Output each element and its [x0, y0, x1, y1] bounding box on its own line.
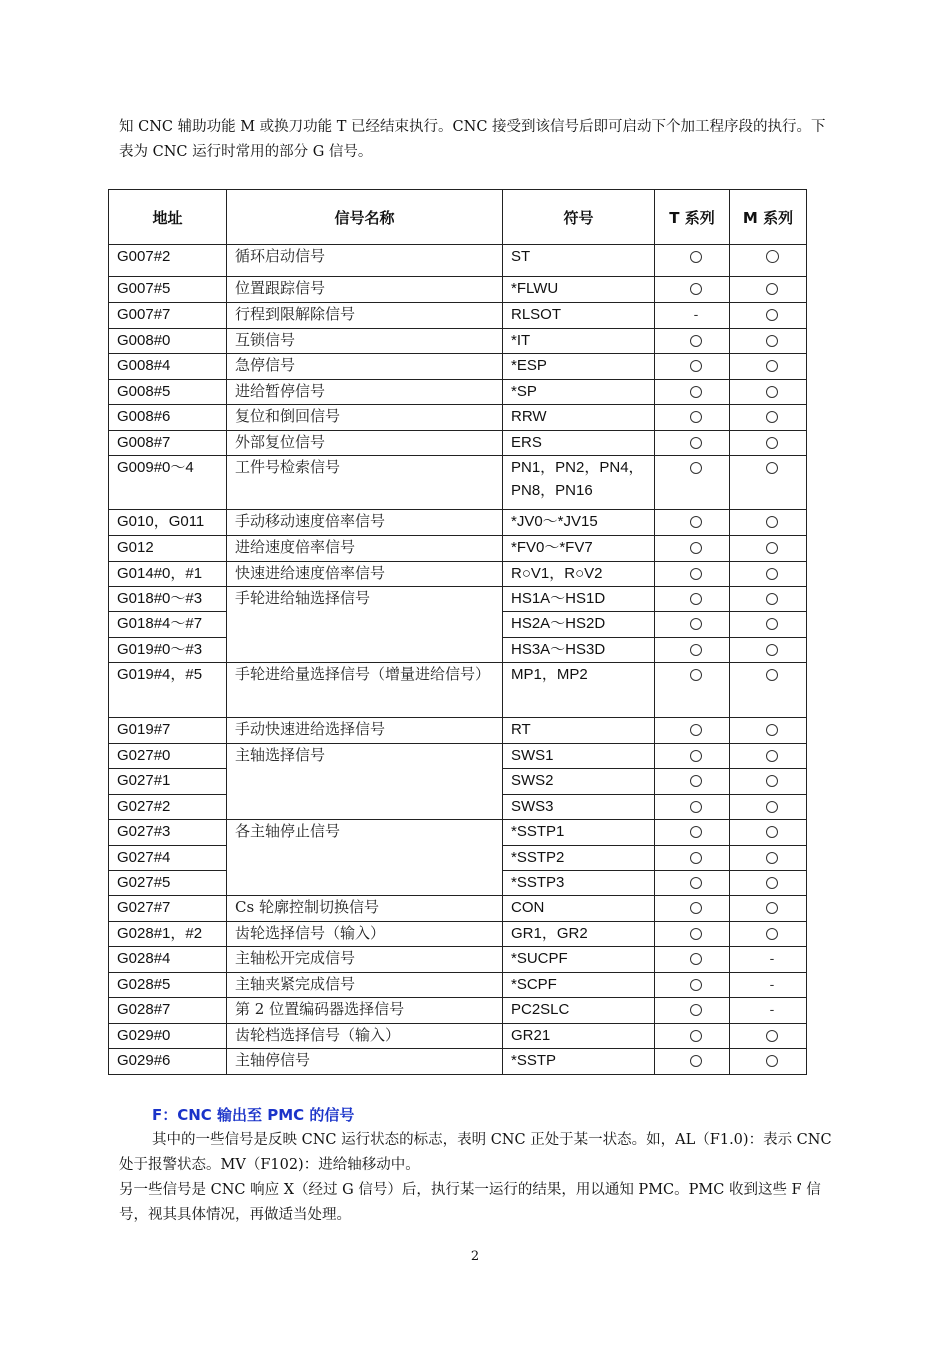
symbol-cell: *FLWU — [503, 277, 655, 303]
m-series-cell — [730, 587, 807, 612]
m-series-cell — [730, 303, 807, 329]
m-series-cell — [730, 405, 807, 431]
symbol-cell: *SSTP3 — [503, 871, 655, 896]
table-row — [109, 820, 807, 846]
intro-paragraph: 知 CNC 辅助功能 M 或换刀功能 T 已经结束执行。CNC 接受到该信号后即可启动下个加工程序段的执行。下表为 CNC 运行时常用的部分 G 信号。 — [119, 119, 826, 160]
t-series-cell — [655, 1049, 730, 1075]
supported-circle-icon — [690, 1030, 702, 1042]
symbol-cell: RLSOT — [503, 303, 655, 329]
table-row — [109, 277, 807, 303]
supported-circle-icon — [766, 1030, 778, 1042]
symbol-cell: RRW — [503, 405, 655, 431]
symbol-cell: HS2A～HS2D — [503, 612, 655, 638]
supported-circle-icon — [690, 775, 702, 787]
supported-circle-icon — [766, 877, 778, 889]
supported-circle-icon — [766, 852, 778, 864]
m-series-cell — [730, 456, 807, 510]
supported-circle-icon — [690, 669, 702, 681]
signal-name-cell: 位置跟踪信号 — [227, 277, 503, 303]
t-series-cell — [655, 456, 730, 510]
signal-name-cell: 手轮进给量选择信号（增量进给信号） — [227, 663, 503, 718]
supported-circle-icon — [766, 902, 778, 914]
address-cell: G028#4 — [109, 947, 227, 973]
address-cell: G027#2 — [109, 795, 227, 820]
supported-circle-icon — [766, 775, 778, 787]
table-row — [109, 663, 807, 718]
address-cell: G019#4，#5 — [109, 663, 227, 718]
supported-circle-icon — [690, 1055, 702, 1067]
supported-circle-icon — [766, 750, 778, 762]
m-series-cell — [730, 329, 807, 354]
header-address: 地址 — [109, 190, 227, 245]
m-series-cell — [730, 769, 807, 795]
signal-name-cell: 主轴选择信号 — [227, 744, 503, 820]
table-row — [109, 947, 807, 973]
signal-name-cell: 手动移动速度倍率信号 — [227, 510, 503, 536]
t-series-cell — [655, 245, 730, 277]
t-series-cell — [655, 896, 730, 922]
table-row — [109, 998, 807, 1024]
supported-circle-icon — [766, 568, 778, 580]
address-cell: G019#7 — [109, 718, 227, 744]
signal-name-cell: 齿轮档选择信号（输入） — [227, 1024, 503, 1049]
symbol-cell: *SSTP — [503, 1049, 655, 1075]
not-supported-mark: - — [769, 978, 775, 993]
address-cell: G008#7 — [109, 431, 227, 456]
address-cell: G028#7 — [109, 998, 227, 1024]
supported-circle-icon — [690, 335, 702, 347]
signal-name-cell: 急停信号 — [227, 354, 503, 380]
t-series-cell — [655, 795, 730, 820]
signal-name-cell: 手轮进给轴选择信号 — [227, 587, 503, 663]
symbol-cell: *IT — [503, 329, 655, 354]
supported-circle-icon — [690, 618, 702, 630]
address-cell: G018#0～#3 — [109, 587, 227, 612]
supported-circle-icon — [690, 801, 702, 813]
supported-circle-icon — [690, 826, 702, 838]
t-series-cell — [655, 718, 730, 744]
symbol-cell: R○V1，R○V2 — [503, 562, 655, 587]
supported-circle-icon — [690, 542, 702, 554]
symbol-cell: SWS3 — [503, 795, 655, 820]
m-series-cell — [730, 277, 807, 303]
symbol-cell: *SSTP2 — [503, 846, 655, 871]
m-series-cell — [730, 510, 807, 536]
table-row — [109, 1049, 807, 1075]
t-series-cell — [655, 973, 730, 998]
symbol-cell: ERS — [503, 431, 655, 456]
address-cell: G009#0～4 — [109, 456, 227, 510]
t-series-cell — [655, 277, 730, 303]
symbol-cell: PN1，PN2，PN4，PN8，PN16 — [503, 456, 655, 510]
symbol-cell: *SP — [503, 380, 655, 405]
signal-name-cell: 进给暂停信号 — [227, 380, 503, 405]
table-row — [109, 562, 807, 587]
supported-circle-icon — [690, 283, 702, 295]
supported-circle-icon — [690, 462, 702, 474]
t-series-cell — [655, 846, 730, 871]
address-cell: G007#7 — [109, 303, 227, 329]
signal-name-cell: Cs 轮廓控制切换信号 — [227, 896, 503, 922]
section-f-paragraph-2: 另一些信号是 CNC 响应 X（经过 G 信号）后，执行某一运行的结果，用以通知 PMC。PMC 收到这些 F 信号，视其具体情况，再做适当处理。 — [119, 1182, 821, 1223]
address-cell: G007#5 — [109, 277, 227, 303]
t-series-cell — [655, 303, 730, 329]
supported-circle-icon — [766, 462, 778, 474]
address-cell: G029#0 — [109, 1024, 227, 1049]
m-series-cell — [730, 1049, 807, 1075]
t-series-cell — [655, 431, 730, 456]
supported-circle-icon — [690, 251, 702, 263]
signal-name-cell: 快速进给速度倍率信号 — [227, 562, 503, 587]
symbol-cell: *SCPF — [503, 973, 655, 998]
t-series-cell — [655, 587, 730, 612]
supported-circle-icon — [766, 801, 778, 813]
symbol-cell: ST — [503, 245, 655, 277]
supported-circle-icon — [690, 724, 702, 736]
supported-circle-icon — [766, 724, 778, 736]
symbol-cell: PC2SLC — [503, 998, 655, 1024]
address-cell: G014#0，#1 — [109, 562, 227, 587]
supported-circle-icon — [766, 360, 778, 372]
t-series-cell — [655, 405, 730, 431]
table-row — [109, 380, 807, 405]
symbol-cell: *ESP — [503, 354, 655, 380]
t-series-cell — [655, 1024, 730, 1049]
address-cell: G018#4～#7 — [109, 612, 227, 638]
header-t-series: T 系列 — [655, 190, 730, 245]
page-number: 2 — [470, 1249, 480, 1264]
address-cell: G027#4 — [109, 846, 227, 871]
m-series-cell — [730, 896, 807, 922]
g-signal-table — [108, 189, 807, 1075]
supported-circle-icon — [690, 852, 702, 864]
t-series-cell — [655, 354, 730, 380]
symbol-cell: SWS2 — [503, 769, 655, 795]
symbol-cell: *SSTP1 — [503, 820, 655, 846]
supported-circle-icon — [766, 283, 778, 295]
table-row — [109, 245, 807, 277]
table-row — [109, 973, 807, 998]
supported-circle-icon — [690, 928, 702, 940]
supported-circle-icon — [766, 309, 778, 321]
m-series-cell — [730, 820, 807, 846]
address-cell: G008#5 — [109, 380, 227, 405]
table-row — [109, 896, 807, 922]
header-signal-name: 信号名称 — [227, 190, 503, 245]
address-cell: G008#4 — [109, 354, 227, 380]
supported-circle-icon — [690, 644, 702, 656]
supported-circle-icon — [690, 1004, 702, 1016]
supported-circle-icon — [690, 411, 702, 423]
symbol-cell: GR1，GR2 — [503, 922, 655, 947]
symbol-cell: MP1，MP2 — [503, 663, 655, 718]
symbol-cell: *FV0～*FV7 — [503, 536, 655, 562]
t-series-cell — [655, 998, 730, 1024]
signal-name-cell: 手动快速进给选择信号 — [227, 718, 503, 744]
table-row — [109, 587, 807, 612]
signal-name-cell: 主轴夹紧完成信号 — [227, 973, 503, 998]
m-series-cell — [730, 973, 807, 998]
t-series-cell — [655, 380, 730, 405]
t-series-cell — [655, 769, 730, 795]
t-series-cell — [655, 536, 730, 562]
table-row — [109, 354, 807, 380]
table-row — [109, 922, 807, 947]
signal-name-cell: 互锁信号 — [227, 329, 503, 354]
table-row — [109, 329, 807, 354]
m-series-cell — [730, 536, 807, 562]
t-series-cell — [655, 871, 730, 896]
supported-circle-icon — [766, 826, 778, 838]
table-row — [109, 536, 807, 562]
supported-circle-icon — [766, 411, 778, 423]
table-row — [109, 718, 807, 744]
supported-circle-icon — [690, 979, 702, 991]
signal-name-cell: 主轴停信号 — [227, 1049, 503, 1075]
symbol-cell: SWS1 — [503, 744, 655, 769]
t-series-cell — [655, 922, 730, 947]
m-series-cell — [730, 380, 807, 405]
address-cell: G027#3 — [109, 820, 227, 846]
supported-circle-icon — [766, 335, 778, 347]
section-f-heading: F：CNC 输出至 PMC 的信号 — [152, 1106, 355, 1124]
supported-circle-icon — [766, 593, 778, 605]
signal-name-cell: 各主轴停止信号 — [227, 820, 503, 896]
address-cell: G029#6 — [109, 1049, 227, 1075]
m-series-cell — [730, 795, 807, 820]
m-series-cell — [730, 744, 807, 769]
address-cell: G007#2 — [109, 245, 227, 277]
t-series-cell — [655, 663, 730, 718]
supported-circle-icon — [690, 902, 702, 914]
t-series-cell — [655, 638, 730, 663]
supported-circle-icon — [766, 542, 778, 554]
table-header-row — [109, 190, 807, 245]
address-cell: G019#0～#3 — [109, 638, 227, 663]
address-cell: G008#0 — [109, 329, 227, 354]
address-cell: G028#1，#2 — [109, 922, 227, 947]
signal-name-cell: 工件号检索信号 — [227, 456, 503, 510]
supported-circle-icon — [690, 516, 702, 528]
supported-circle-icon — [690, 593, 702, 605]
t-series-cell — [655, 947, 730, 973]
address-cell: G027#0 — [109, 744, 227, 769]
m-series-cell — [730, 871, 807, 896]
table-row — [109, 1024, 807, 1049]
table-row — [109, 510, 807, 536]
signal-name-cell: 进给速度倍率信号 — [227, 536, 503, 562]
address-cell: G027#7 — [109, 896, 227, 922]
address-cell: G008#6 — [109, 405, 227, 431]
m-series-cell — [730, 245, 807, 277]
m-series-cell — [730, 1024, 807, 1049]
t-series-cell — [655, 562, 730, 587]
m-series-cell — [730, 998, 807, 1024]
supported-circle-icon — [766, 618, 778, 630]
m-series-cell — [730, 718, 807, 744]
signal-name-cell: 齿轮选择信号（输入） — [227, 922, 503, 947]
t-series-cell — [655, 510, 730, 536]
section-f-paragraph-1: 其中的一些信号是反映 CNC 运行状态的标志，表明 CNC 正处于某一状态。如，AL（F1.0)：表示 CNC 处于报警状态。MV（F102)：进给轴移动中。 — [119, 1132, 832, 1173]
m-series-cell — [730, 638, 807, 663]
supported-circle-icon — [766, 928, 778, 940]
m-series-cell — [730, 922, 807, 947]
table-row — [109, 744, 807, 769]
symbol-cell: *JV0～*JV15 — [503, 510, 655, 536]
header-symbol: 符号 — [503, 190, 655, 245]
symbol-cell: *SUCPF — [503, 947, 655, 973]
supported-circle-icon — [690, 953, 702, 965]
signal-name-cell: 行程到限解除信号 — [227, 303, 503, 329]
supported-circle-icon — [766, 386, 778, 398]
supported-circle-icon — [690, 568, 702, 580]
address-cell: G027#5 — [109, 871, 227, 896]
m-series-cell — [730, 947, 807, 973]
m-series-cell — [730, 354, 807, 380]
table-row — [109, 456, 807, 510]
signal-name-cell: 外部复位信号 — [227, 431, 503, 456]
header-m-series: M 系列 — [730, 190, 807, 245]
m-series-cell — [730, 663, 807, 718]
supported-circle-icon — [690, 386, 702, 398]
supported-circle-icon — [766, 1055, 778, 1067]
symbol-cell: CON — [503, 896, 655, 922]
t-series-cell — [655, 820, 730, 846]
t-series-cell — [655, 744, 730, 769]
supported-circle-icon — [766, 437, 778, 449]
symbol-cell: HS3A～HS3D — [503, 638, 655, 663]
supported-circle-icon — [766, 516, 778, 528]
supported-circle-icon — [690, 437, 702, 449]
address-cell: G012 — [109, 536, 227, 562]
supported-circle-icon — [690, 750, 702, 762]
symbol-cell: HS1A～HS1D — [503, 587, 655, 612]
supported-circle-icon — [766, 250, 779, 263]
supported-circle-icon — [766, 644, 778, 656]
signal-name-cell: 主轴松开完成信号 — [227, 947, 503, 973]
signal-name-cell: 循环启动信号 — [227, 245, 503, 277]
m-series-cell — [730, 431, 807, 456]
not-supported-mark: - — [769, 1003, 775, 1018]
t-series-cell — [655, 612, 730, 638]
table-row — [109, 303, 807, 329]
table-row — [109, 405, 807, 431]
symbol-cell: RT — [503, 718, 655, 744]
supported-circle-icon — [690, 877, 702, 889]
symbol-cell: GR21 — [503, 1024, 655, 1049]
address-cell: G028#5 — [109, 973, 227, 998]
signal-name-cell: 复位和倒回信号 — [227, 405, 503, 431]
supported-circle-icon — [766, 669, 778, 681]
not-supported-mark: - — [769, 952, 775, 967]
m-series-cell — [730, 612, 807, 638]
m-series-cell — [730, 846, 807, 871]
address-cell: G010，G011 — [109, 510, 227, 536]
signal-name-cell: 第 2 位置编码器选择信号 — [227, 998, 503, 1024]
table-row — [109, 431, 807, 456]
address-cell: G027#1 — [109, 769, 227, 795]
not-supported-mark: - — [693, 308, 699, 323]
m-series-cell — [730, 562, 807, 587]
t-series-cell — [655, 329, 730, 354]
supported-circle-icon — [690, 360, 702, 372]
